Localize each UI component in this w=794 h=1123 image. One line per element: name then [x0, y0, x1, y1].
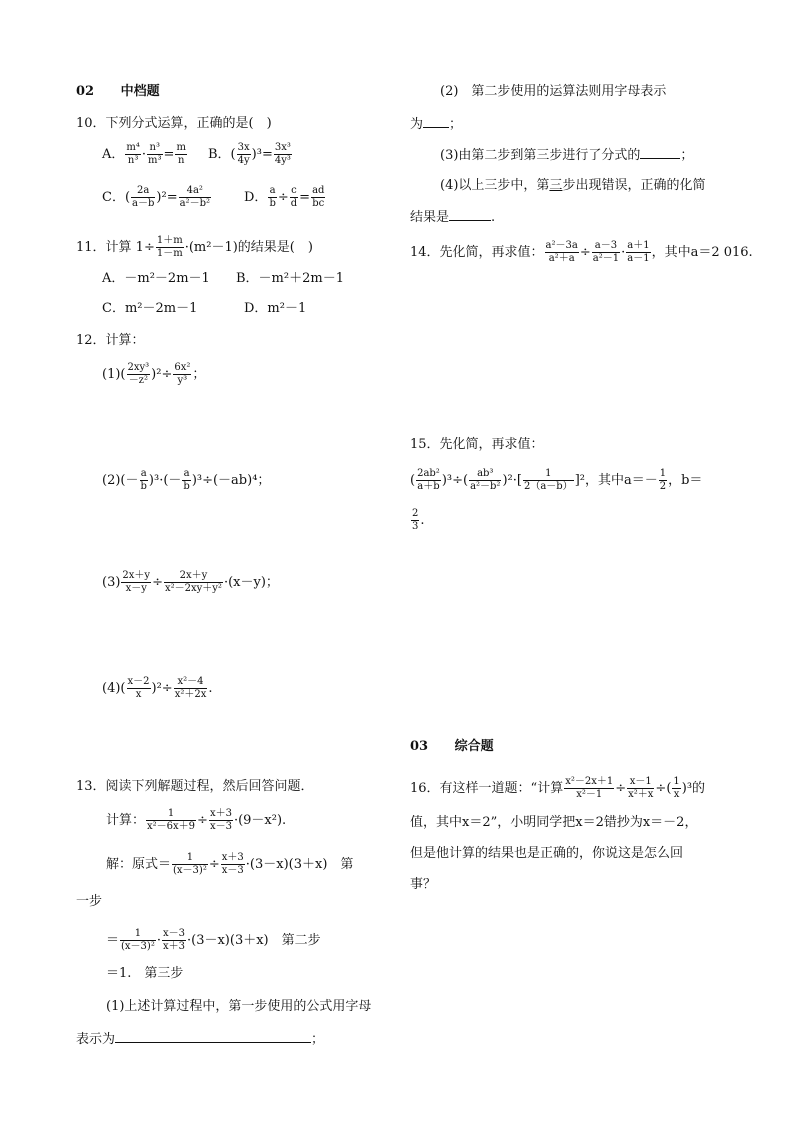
q11-option-a: A．－m²－2m－1 [102, 271, 210, 286]
q13-question-4: (4)以上三步中，第三步出现错误，正确的化简 [440, 178, 706, 193]
q13-solution-step2: ＝ $\frac{1}{\text{(x－3)²}}$ · $\frac{x-3}{x+3}$ ·(3－x)(3＋x) 第二步 [106, 928, 321, 952]
q11-option-b: B．－m²＋2m－1 [236, 271, 344, 286]
q13-question-4-answer: 结果是 . [410, 210, 496, 225]
answer-blank[interactable] [449, 208, 491, 221]
q11-option-d: D．m²－1 [244, 301, 307, 316]
q10-option-d: D． $\frac{a}{b}$ ÷ $\frac{c}{d}$ = $\frac{ad}{bc}$ [244, 185, 325, 209]
q12-part-3: (3) $\frac{2x+y}{x-y}$ ÷ $\frac{2x+y}{\text{x²－2xy＋y²}}$ ·(x－y)； [102, 570, 279, 594]
q16-line-3: 但是他计算的结果也是正确的，你说这是怎么回 [410, 846, 684, 861]
q11-stem: 11．计算 1÷ $\frac{1+m}{1-m}$ ·(m²－1)的结果是( ) [76, 235, 313, 259]
q15-stem: 15．先化简，再求值： [410, 437, 544, 452]
q12-stem: 12．计算： [76, 333, 145, 348]
q15-expression: ( $\frac{\text{2ab²}}{a+b}$ )³÷( $\frac{\text{ab³}}{\text{a²－b²}}$ )²·[ $\frac{1}{2(a-b)}$ ]²，其中a＝－ $\frac{1}{2}$ ，b＝ [410, 468, 703, 492]
answer-blank[interactable] [640, 146, 680, 159]
q10-option-b: B．( $\frac{3x}{4y}$ )³= $\frac{\text{3x³}}{\text{4y³}}$ [208, 142, 291, 166]
section-title: 综合题 [454, 739, 494, 754]
q13-question-1-answer: 表示为 ； [76, 1032, 325, 1047]
q13-solution-step1: 解：原式＝ $\frac{1}{\text{(x－3)²}}$ ÷ $\frac{x+3}{x-3}$ ·(3－x)(3＋x) 第 [106, 852, 354, 876]
section-title: 中档题 [120, 84, 160, 99]
q13-solution-step3: ＝1. 第三步 [106, 966, 184, 981]
q13-question-1: (1)上述计算过程中，第一步使用的公式用字母 [106, 999, 372, 1014]
section-03-heading [410, 738, 494, 756]
answer-blank[interactable] [423, 115, 449, 128]
q13-step1-tail: 一步 [76, 894, 103, 909]
q13-question-2-answer: 为 ； [410, 117, 463, 132]
section-number: 03 [410, 739, 429, 754]
q11-option-c: C．m²－2m－1 [102, 301, 198, 316]
q12-part-1: (1)( $\frac{\text{2xy³}}{\text{－z²}}$ )²÷ $\frac{\text{6x²}}{\text{y³}}$ ； [102, 362, 206, 386]
q16-line-4: 事？ [410, 877, 437, 892]
q14-stem: 14．先化简，再求值： $\frac{\text{a²－3a}}{\text{a²＋a}}$ ÷ $\frac{a-3}{\text{a²－1}}$ · $\frac{a+1}{a-1}$ ，其中a＝2 016. [410, 240, 753, 264]
q13-calc: 计算： $\frac{1}{\text{x²－6x＋9}}$ ÷ $\frac{x+3}{x-3}$ ·(9－x²). [106, 808, 287, 832]
section-number: 02 [76, 84, 95, 99]
q13-question-3: (3)由第二步到第三步进行了分式的 ； [440, 148, 694, 163]
q15-b-value: $\frac{2}{3}$ . [412, 508, 425, 532]
q16-line-2: 值，其中x＝2”，小明同学把x＝2错抄为x＝－2， [410, 815, 698, 830]
answer-blank[interactable] [115, 1030, 311, 1043]
q10-option-c: C．( $\frac{2a}{a-b}$ )²= $\frac{\text{4a²}}{\text{a²－b²}}$ [102, 185, 210, 209]
q16-line-1: 16．有这样一道题：“计算 $\frac{\text{x²－2x＋1}}{\text{x²－1}}$ ÷ $\frac{x-1}{\text{x²＋x}}$ ÷( $\frac{1}{x}$ )³的 [410, 776, 706, 800]
q13-stem: 13．阅读下列解题过程，然后回答问题． [76, 779, 314, 794]
q10-option-a: A． $\frac{\text{m⁴}}{\text{n³}}$ · $\frac{\text{n³}}{\text{m³}}$ = $\frac{m}{n}$ [102, 142, 186, 166]
q12-part-2: (2)(－ $\frac{a}{b}$ )³·(－ $\frac{a}{b}$ )³÷(－ab)⁴； [102, 468, 271, 492]
q12-part-4: (4)( $\frac{x-2}{x}$ )²÷ $\frac{\text{x²－4}}{\text{x²＋2x}}$ . [102, 676, 213, 700]
section-02-heading [76, 83, 160, 101]
q13-question-2: (2) 第二步使用的运算法则用字母表示 [440, 84, 667, 99]
q10-stem: 10．下列分式运算，正确的是( ) [76, 116, 272, 131]
